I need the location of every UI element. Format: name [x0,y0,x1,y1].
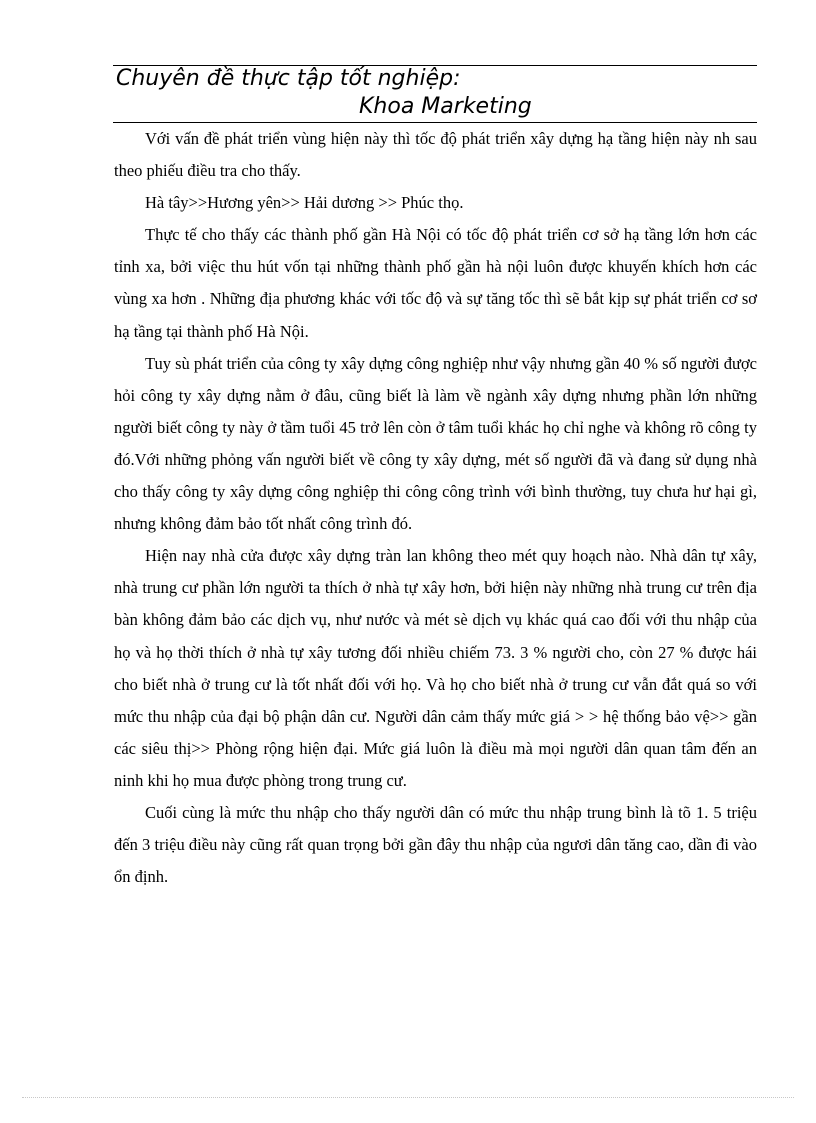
paragraph: Thực tế cho thấy các thành phố gần Hà Nội có tốc độ phát triển cơ sở hạ tầng lớn hơn các tỉnh xa, bởi việc thu hút vốn tại những thành phố gần hà nội luôn được khuyến khích hơn các vùng xa hơn . Những địa phương khác với tốc độ và sự tăng tốc thì sẽ bắt kịp sự phát triển cơ sơ hạ tầng tại thành phố Hà Nội. [114,225,757,341]
page-bottom-border [22,1097,794,1098]
paragraph: Tuy sù phát triển của công ty xây dựng công nghiệp như vậy nhưng gần 40 % số người được hỏi công ty xây dựng nằm ở đâu, cũng biết là làm về ngành xây dựng nhưng phần lớn những người biết công ty này ở tầm tuổi 45 trở lên còn ở tâm tuổi khác họ chỉ nghe và không rõ công ty đó.Với những phỏng vấn người biết về công ty xây dựng, mét số người đã và đang sử dụng nhà cho thấy công ty xây dựng công nghiệp thi công công trình với bình thường, tuy chưa hư hại gì, nhưng không đảm bảo tốt nhất công trình đó. [114,353,757,534]
paragraph: Hiện nay nhà cửa được xây dựng tràn lan không theo mét quy hoạch nào. Nhà dân tự xây, nhà trung cư phần lớn người ta thích ở nhà tự xây hơn, bởi hiện này những nhà trung cư trên địa bàn không đảm bảo các dịch vụ, như nước và mét sè dịch vụ khác quá cao đối với thu nhập của họ và họ thời thích ở nhà tự xây tương đối nhiều chiếm 73. 3 % người cho, còn 27 % được hái cho biết nhà ở trung cư là tốt nhất đối với họ. Và họ cho biết nhà ở trung cư vẫn đắt quá so với mức thu nhập của đại bộ phận dân cư. Người dân cảm thấy mức giá > > hệ thống bảo vệ>> gần các siêu thị>> Phòng rộng hiện đại. Mức giá luôn là điều mà mọi người dân quan tâm đến an ninh khi họ mua được phòng trong trung cư. [114,546,757,790]
paragraph: Cuối cùng là mức thu nhập cho thấy người dân có mức thu nhập trung bình là tõ 1. 5 triệu đến 3 triệu điều này cũng rất quan trọng bởi gần đây thu nhập của ngươi dân tăng cao, dần đi vào ổn định. [114,802,757,887]
paragraph: Với vấn đề phát triển vùng hiện này thì tốc độ phát triển xây dựng hạ tầng hiện này nh sau theo phiếu điều tra cho thấy. [114,129,757,181]
header-department: Khoa Marketing [359,94,532,119]
header-title: Chuyên đề thực tập tốt nghiệp: [116,66,461,91]
paragraph: Hà tây>>Hương yên>> Hải dương >> Phúc thọ. [145,193,464,213]
body-text [114,123,757,893]
